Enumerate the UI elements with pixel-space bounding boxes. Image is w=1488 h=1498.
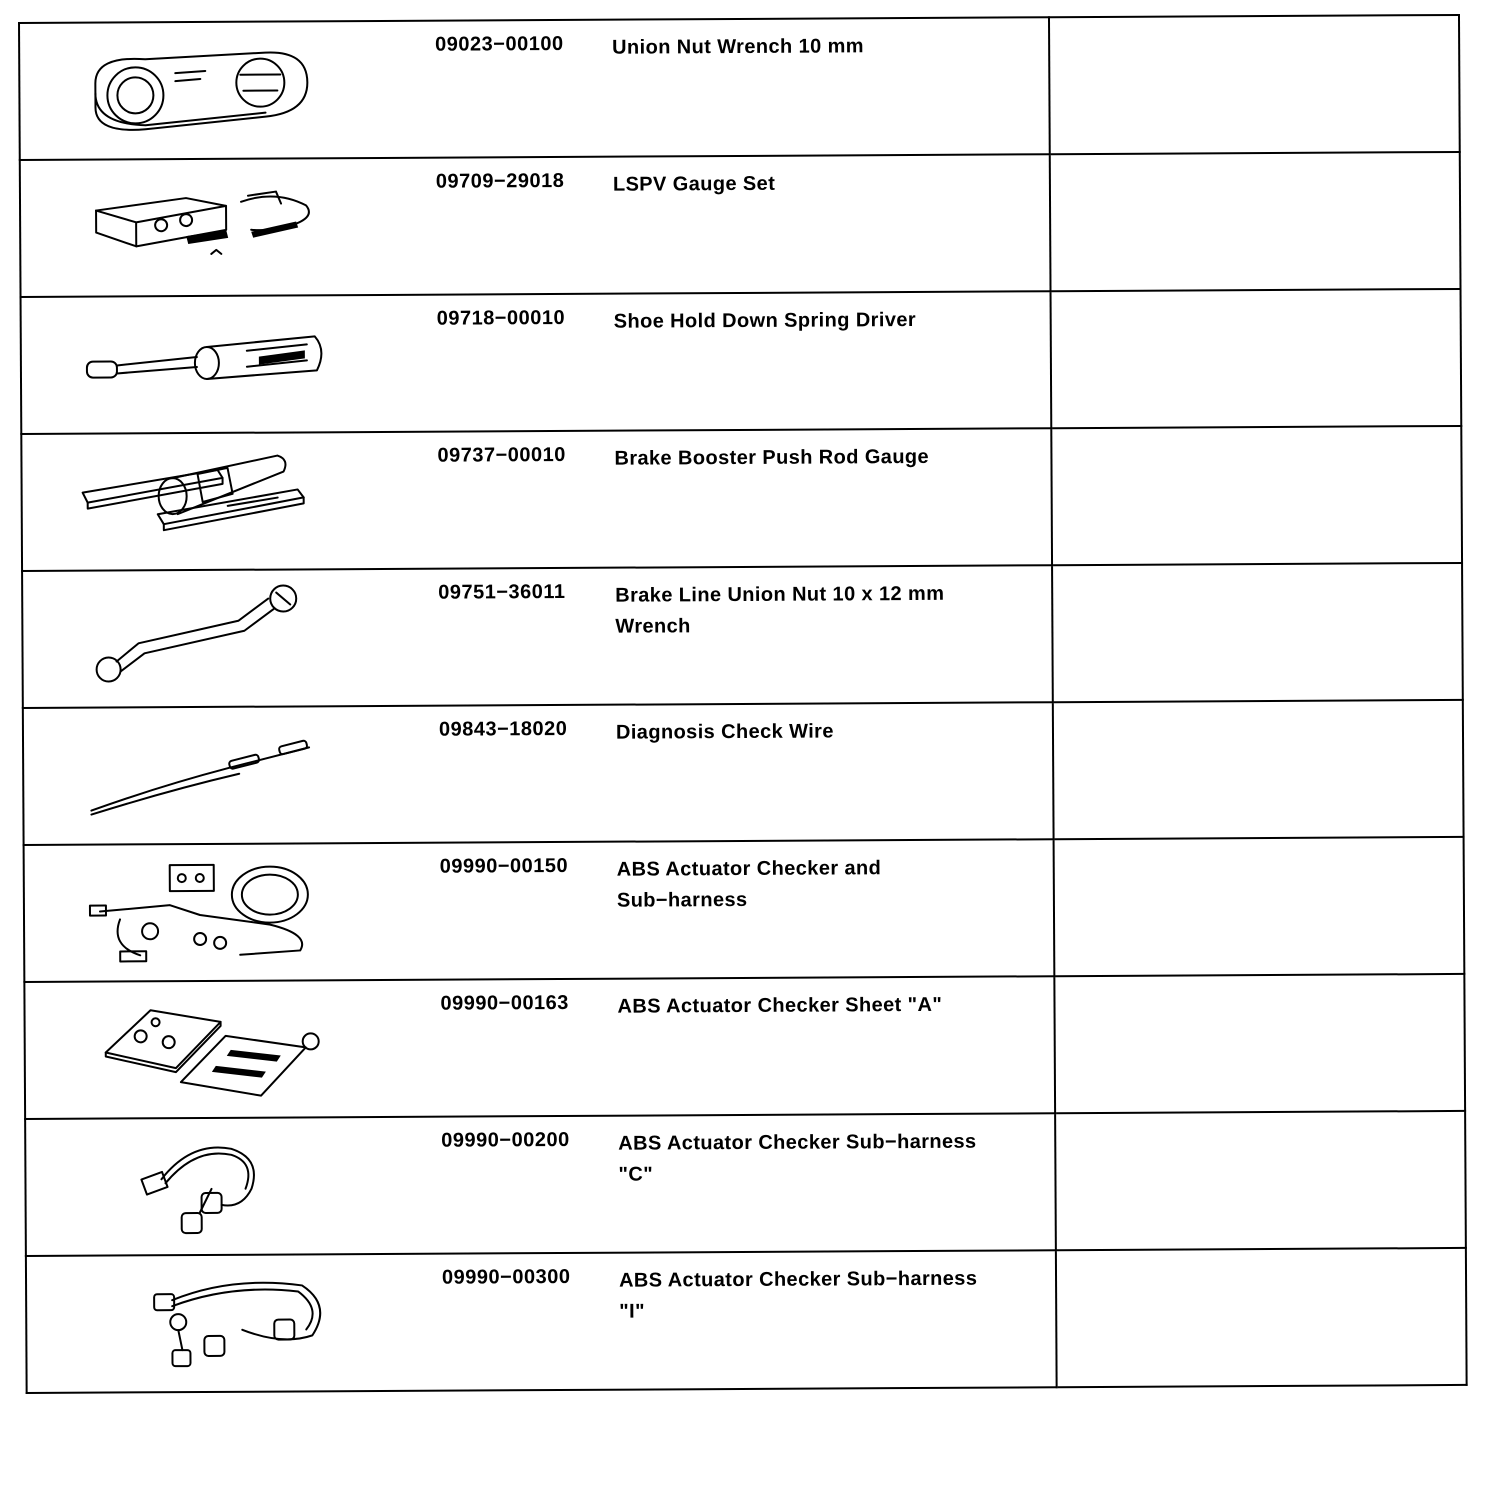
sub-harness-c-icon [81,1128,332,1245]
remark-cell [1051,289,1462,428]
sub-harness-i-icon [82,1265,333,1382]
part-number: 09709−29018 [435,169,565,193]
tool-cell [24,976,1055,1119]
tool-cell [20,154,1051,297]
remark-cell [1049,15,1460,154]
tool-name-line: Union Nut Wrench 10 mm [612,35,865,59]
remark-cell [1052,563,1463,702]
tool-name-line: ABS Actuator Checker Sheet "A" [617,993,943,1018]
remark-cell [1054,974,1465,1113]
table-row [23,700,1464,845]
tool-name-line: LSPV Gauge Set [612,172,776,196]
tool-name-line: Shoe Hold Down Spring Driver [613,308,917,333]
part-number: 09718−00010 [436,306,566,330]
part-number: 09737−00010 [437,443,566,467]
tool-name-line: ABS Actuator Checker Sub−harness [618,1267,978,1292]
remark-cell [1053,700,1464,839]
check-wire-icon [79,717,330,834]
part-number: 09023−00100 [435,32,564,56]
tool-name-line: "C" [618,1163,654,1186]
tool-cell [25,1113,1056,1256]
tool-name-line: Brake Line Union Nut 10 x 12 mm [615,582,945,607]
tool-name-line: ABS Actuator Checker Sub−harness [618,1130,977,1155]
table-row [24,837,1465,982]
part-number: 09990−00200 [441,1128,570,1152]
tool-list-sheet [18,14,1462,1394]
table-row [22,563,1463,708]
remark-cell [1051,426,1462,565]
table-row [25,1111,1466,1256]
abs-checker-harness-icon [80,854,331,971]
remark-cell [1056,1248,1467,1387]
tool-cell [19,17,1050,160]
special-tools-table [18,14,1468,1394]
tool-name-line: "I" [619,1300,646,1323]
tool-name [616,715,1026,748]
remark-cell [1050,152,1461,291]
tool-name [617,852,1027,916]
spring-driver-icon [77,306,328,423]
tool-name [618,1126,1028,1190]
part-number: 09990−00163 [440,991,569,1015]
table-row [26,1248,1467,1393]
tool-name [617,989,1027,1022]
union-nut-wrench-icon [75,32,326,149]
tool-name-line: Sub−harness [616,888,748,912]
tool-cell [21,428,1052,571]
part-number: 09843−18020 [438,717,568,741]
tool-cell [21,291,1052,434]
offset-wrench-icon [78,580,329,697]
tool-name [613,167,1023,200]
part-number: 09990−00150 [439,854,569,878]
table-row [20,152,1461,297]
tool-name [614,441,1024,474]
tool-name-line: ABS Actuator Checker and [616,857,882,881]
tool-cell [26,1250,1057,1393]
part-number: 09751−36011 [438,580,566,604]
tool-name-line: Brake Booster Push Rod Gauge [614,445,930,470]
tool-cell [23,702,1054,845]
tool-name [619,1263,1029,1327]
part-number: 09990−00300 [441,1265,571,1289]
tool-name-line: Wrench [615,615,691,638]
tool-name [615,578,1025,642]
push-rod-gauge-icon [77,443,328,560]
tool-cell [24,839,1055,982]
tool-name [612,30,1022,63]
table-row [21,426,1462,571]
remark-cell [1055,1111,1466,1250]
tool-name-line: Diagnosis Check Wire [615,720,834,744]
tool-cell [22,565,1053,708]
lspv-gauge-set-icon [76,169,327,286]
table-row [24,974,1465,1119]
remark-cell [1054,837,1465,976]
tool-name [614,304,1024,337]
table-row [19,15,1460,160]
checker-sheet-icon [80,991,331,1108]
table-row [21,289,1462,434]
